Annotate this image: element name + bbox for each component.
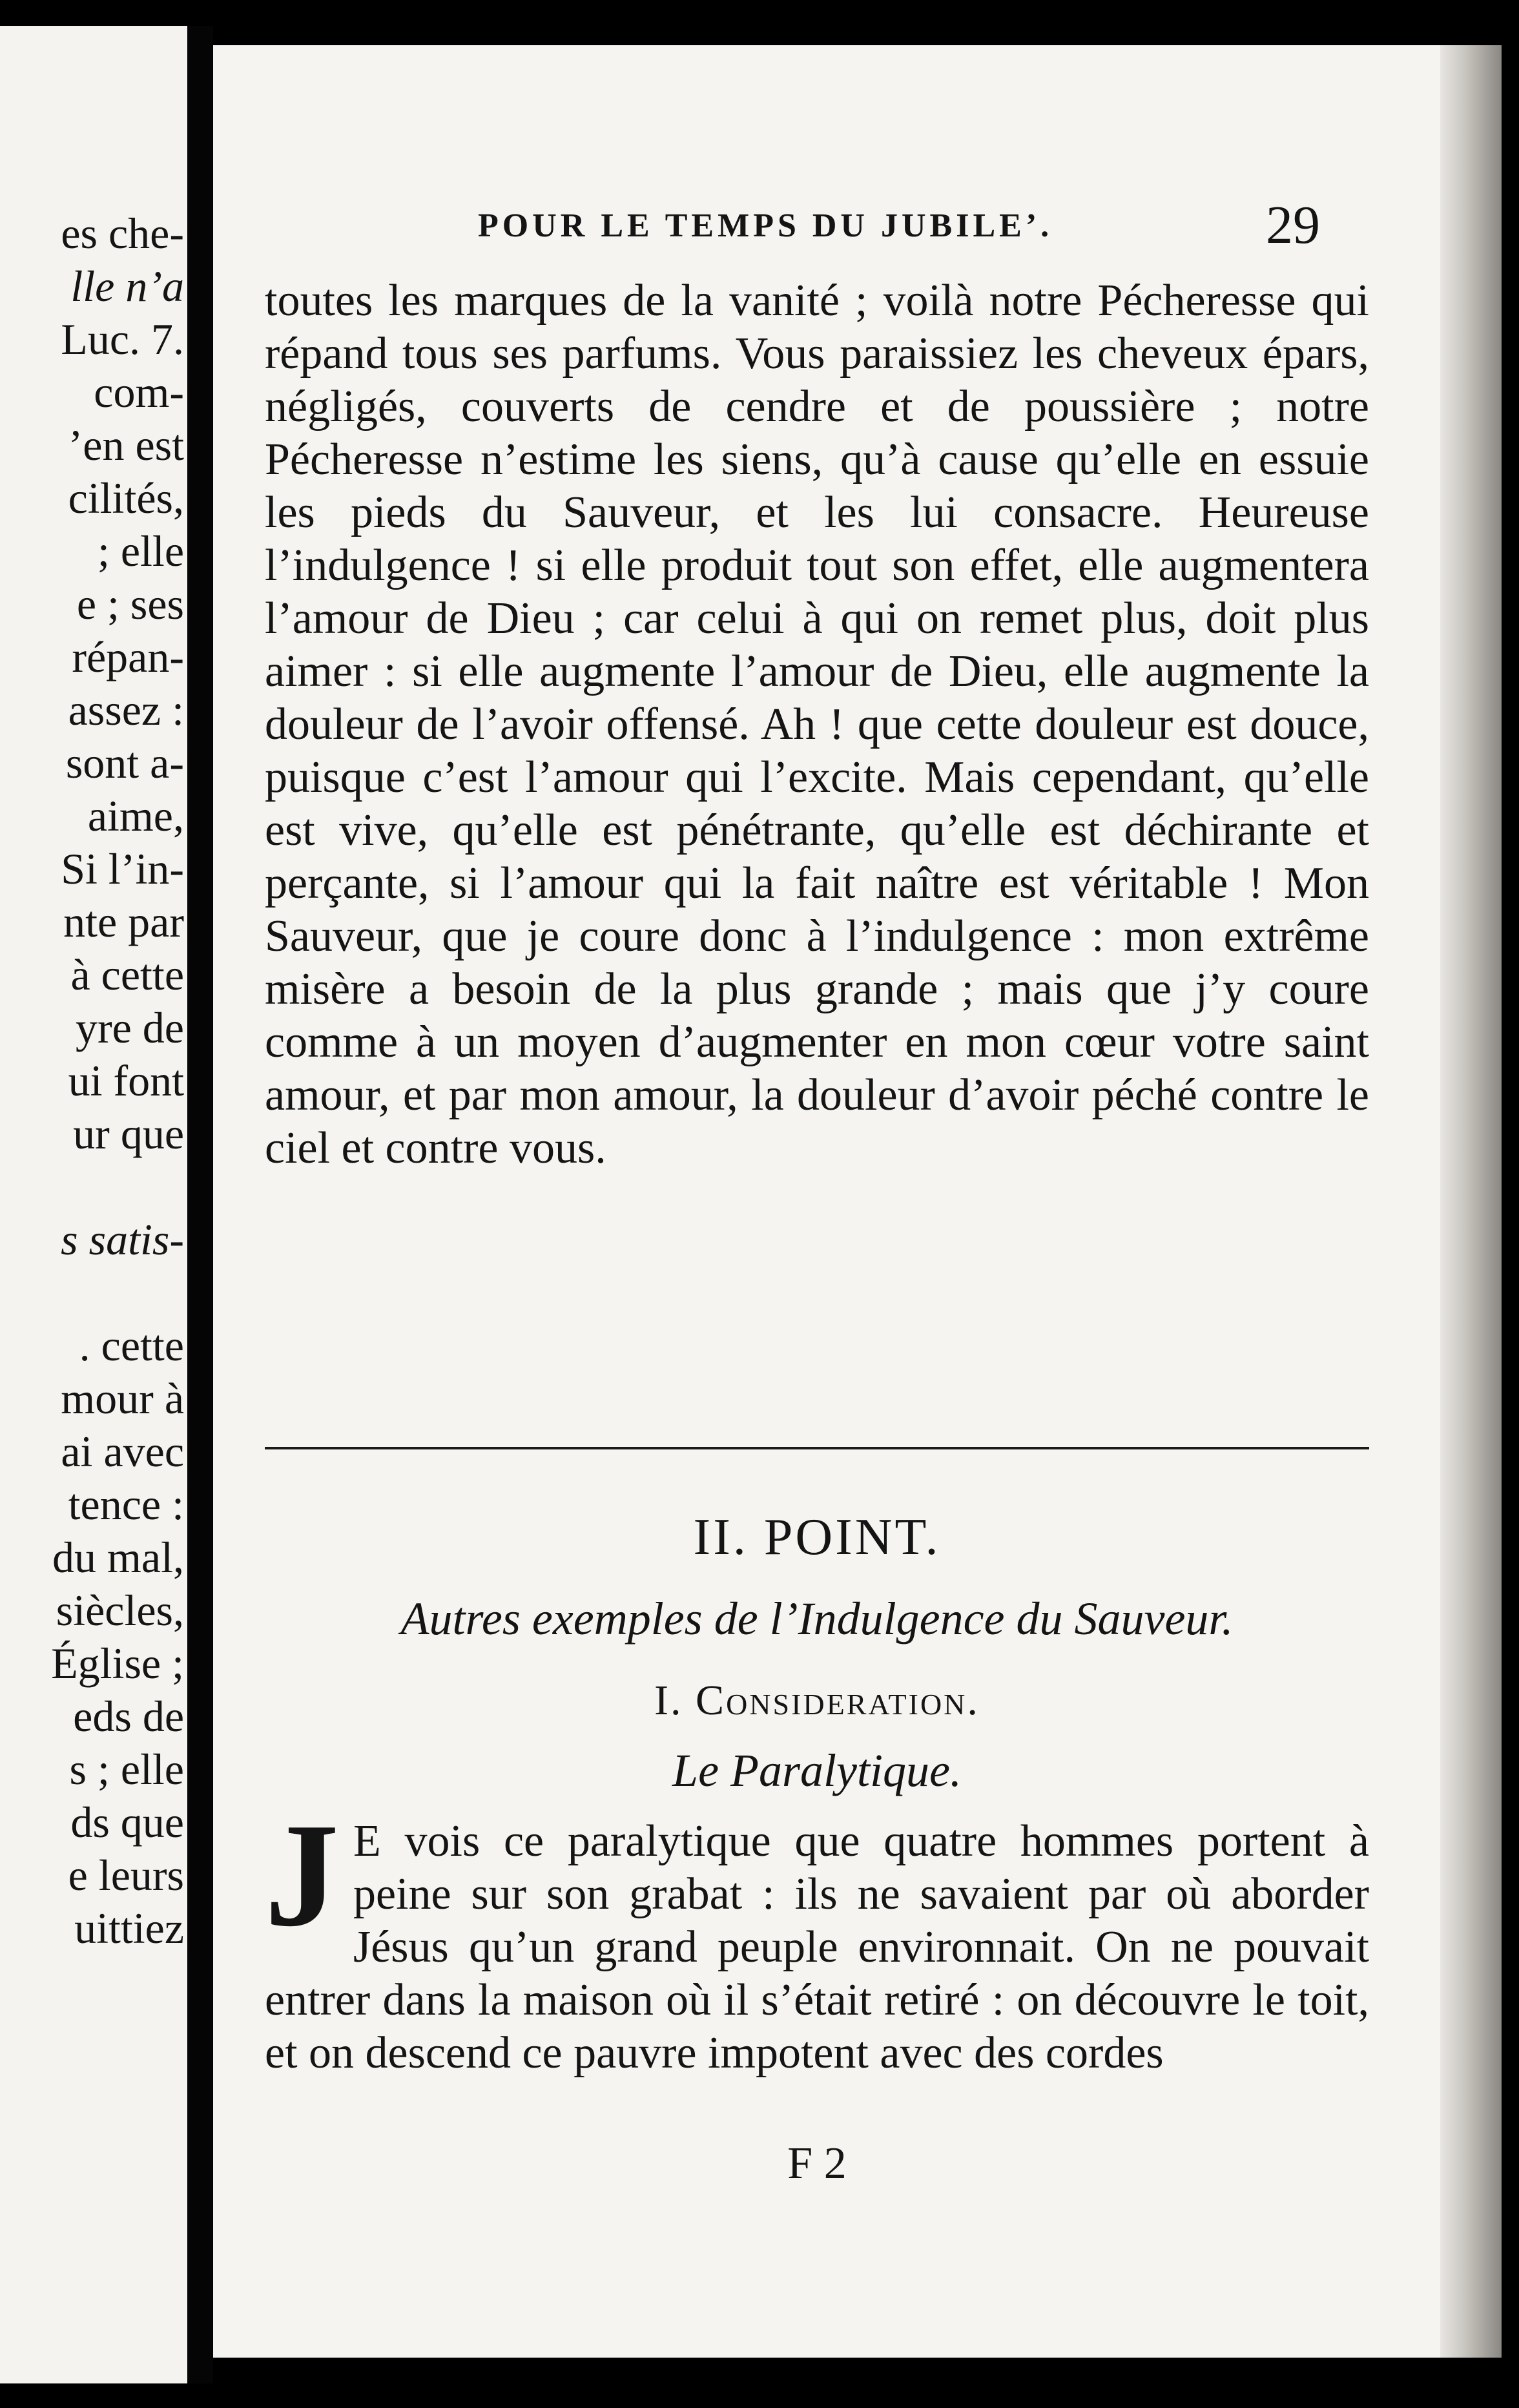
section-divider bbox=[265, 1447, 1369, 1449]
section-title: II. POINT. bbox=[693, 1509, 941, 1566]
left-page-line: ai avec bbox=[61, 1427, 184, 1476]
left-page-line: uittiez bbox=[74, 1904, 184, 1953]
left-page-line: ’en est bbox=[68, 420, 184, 470]
left-page-line: ; elle bbox=[97, 526, 184, 576]
left-page-line: ds que bbox=[70, 1798, 184, 1847]
signature-mark: F 2 bbox=[787, 2139, 847, 2188]
left-page-line: e leurs bbox=[68, 1851, 184, 1900]
body-paragraph-2 bbox=[265, 1792, 1369, 2080]
left-page-line: . cette bbox=[79, 1321, 184, 1370]
consideration-heading: I. Consideration. bbox=[654, 1677, 980, 1724]
left-page-line: lle n’a bbox=[70, 262, 184, 311]
left-page-line: e ; ses bbox=[76, 579, 184, 628]
book-gutter bbox=[187, 26, 213, 2383]
left-page-line: s ; elle bbox=[69, 1745, 184, 1794]
left-page-line: nte par bbox=[63, 897, 184, 946]
left-page-line: Église ; bbox=[51, 1639, 184, 1688]
paragraph-text: toutes les marques de la vanité ; voilà notre Pécheresse qui répand tous ses parfums. Vous paraissiez les cheveux épars, négligés, couverts de cendre et de poussière ; notre Pécheresse n’estime les siens, qu’à cause qu’elle en essuie les pieds du Sauveur, et les lui consacre. Heureuse l’indulgence ! si elle produit tout son effet, elle augmentera l’amour de Dieu ; car celui à qui on remet plus, doit plus aimer : si elle augmente l’amour de Dieu, elle augmente la douleur de l’avoir offensé. Ah ! que cette douleur est douce, puisque c’est l’amour qui l’excite. Mais cependant, qu’elle est vive, qu’elle est pénétrante, qu’elle est déchirante et perçante, si l’amour qui la fait naître est véritable ! Mon Sauveur, que je coure donc à l’indulgence : mon extrême misère a besoin de la plus grande ; mais que j’y coure comme à un moyen d’augmenter en mon cœur votre saint amour, et par mon amour, la douleur d’avoir péché contre le ciel et contre vous. bbox=[265, 276, 1369, 1173]
left-page-line: mour à bbox=[61, 1374, 184, 1423]
drop-cap: J bbox=[265, 1792, 339, 1957]
left-page-line: Si l’in- bbox=[61, 844, 184, 893]
paragraph-text-2: E vois ce paralytique que quatre hommes portent à peine sur son grabat : ils ne savaient par où aborder Jésus qu’un grand peuple environnait. On ne pouvait entrer dans la maison où il s’était retiré : on découvre le toit, et on descend ce pauvre impotent avec des cordes bbox=[265, 1816, 1369, 2078]
left-page-line: tence : bbox=[68, 1480, 184, 1529]
left-page-line: sont a- bbox=[65, 738, 184, 787]
left-page-line: eds de bbox=[73, 1692, 184, 1741]
section-subtitle: Autres exemples de l’Indulgence du Sauveur. bbox=[400, 1593, 1234, 1645]
left-page-line: du mal, bbox=[52, 1533, 184, 1582]
left-page-line: à cette bbox=[70, 950, 184, 999]
left-page-line: cilités, bbox=[68, 473, 184, 523]
left-page-line: siècles, bbox=[56, 1586, 184, 1635]
left-page-fragment bbox=[0, 26, 187, 2383]
consideration-subject: Le Paralytique. bbox=[672, 1745, 962, 1796]
left-page-line: répan- bbox=[72, 632, 184, 681]
running-head: POUR LE TEMPS DU JUBILE’. bbox=[478, 207, 1053, 244]
right-page bbox=[213, 45, 1498, 2358]
page-edge bbox=[1440, 45, 1502, 2358]
left-page-line: assez : bbox=[68, 685, 184, 734]
body-paragraph bbox=[265, 275, 1369, 1175]
left-page-line: s satis- bbox=[61, 1215, 184, 1264]
left-page-line: ui font bbox=[68, 1056, 184, 1105]
left-page-line: Luc. 7. bbox=[61, 315, 184, 364]
left-page-line: es che- bbox=[61, 209, 184, 258]
left-page-line: com- bbox=[94, 368, 184, 417]
page-number: 29 bbox=[1266, 195, 1320, 255]
left-page-line: aime, bbox=[87, 791, 184, 840]
page-header bbox=[213, 168, 1498, 255]
left-page-line: ur que bbox=[73, 1109, 184, 1158]
left-page-line: yre de bbox=[75, 1003, 184, 1052]
